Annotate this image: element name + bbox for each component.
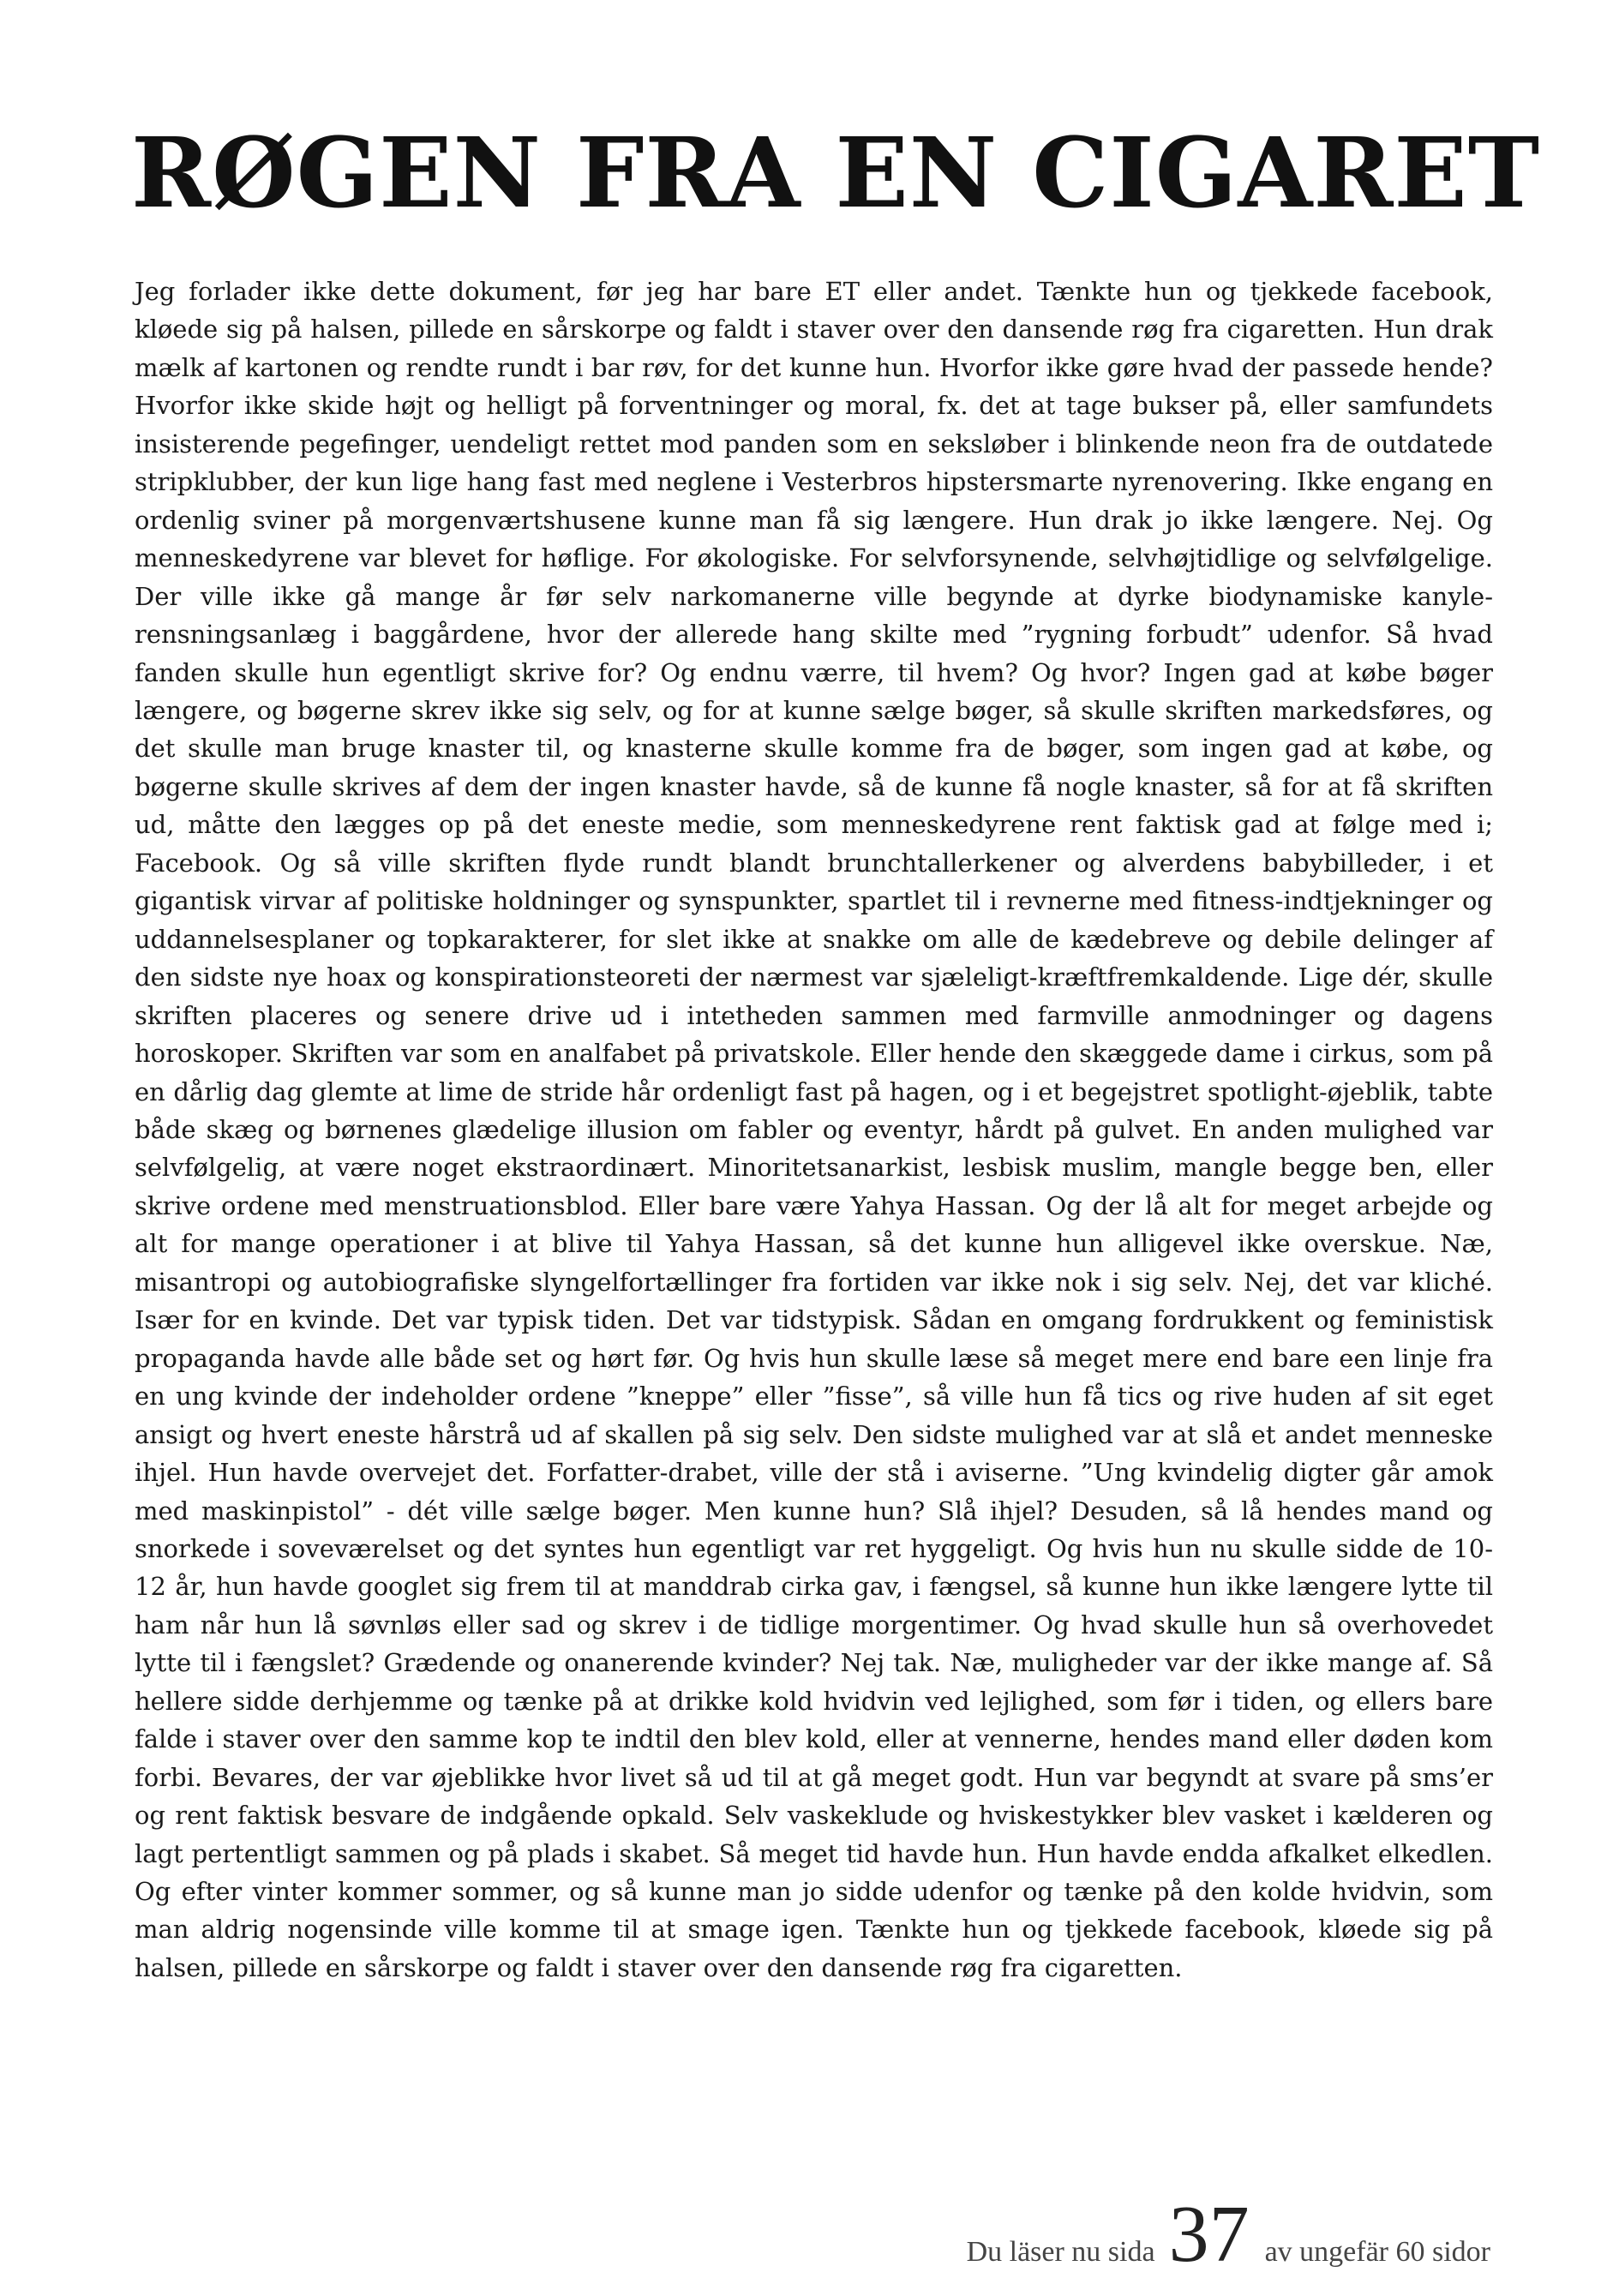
page-indicator-suffix: av ungefär 60 sidor — [1264, 2236, 1490, 2268]
page-number: 37 — [1168, 2190, 1250, 2279]
page-indicator-prefix: Du läser nu sida — [966, 2236, 1155, 2268]
page-indicator — [966, 2190, 1490, 2288]
body-text: Jeg forlader ikke dette dokument, før jeg har bare ET eller andet. Tænkte hun og tjekkede facebook, kløede sig på halsen, pillede en sårskorpe og faldt i staver over den dansende røg fra cigaretten. Hun drak mælk af kartonen og rendte rundt i bar røv, for det kunne hun. Hvorfor ikke gøre hvad der passede hende? Hvorfor ikke skide højt og helligt på forventninger og moral, fx. det at tage bukser på, eller samfundets insisterende pegefinger, uendeligt rettet mod panden som en seksløber i blinkende neon fra de outdatede stripklubber, der kun lige hang fast med neglene i Vesterbros hipstersmarte nyrenovering. Ikke engang en ordenlig sviner på morgenværtshusene kunne man få sig længere. Hun drak jo ikke længere. Nej. Og menneskedyrene var blevet for høflige. For økologiske. For selvforsynende, selvhøjtidlige og selvfølgelige. Der ville ikke gå mange år før selv narkomanerne ville begynde at dyrke biodynamiske kanylerensningsanlæg i baggårdene, hvor der allerede hang skilte med ”rygning forbudt” udenfor. Så hvad fanden skulle hun egentligt skrive for? Og endnu værre, til hvem? Og hvor? Ingen gad at købe bøger længere, og bøgerne skrev ikke sig selv, og for at kunne sælge bøger, så skulle skriften markedsføres, og det skulle man bruge knaster til, og knasterne skulle komme fra de bøger, som ingen gad at købe, og bøgerne skulle skrives af dem der ingen knaster havde, så de kunne få nogle knaster, så for at få skriften ud, måtte den lægges op på det eneste medie, som menneskedyrene rent faktisk gad at følge med i; Facebook. Og så ville skriften flyde rundt blandt brunchtallerkener og alverdens babybilleder, i et gigantisk virvar af politiske holdninger og synspunkter, spartlet til i revnerne med fitness-indtjekninger og uddannelsesplaner og topkarakterer, for slet ikke at snakke om alle de kædebreve og debile delinger af den sidste nye hoax og konspirationsteoreti der nærmest var sjæleligt-kræftfremkaldende. Lige dér, skulle skriften placeres og senere drive ud i intetheden sammen med farmville anmodninger og dagens horoskoper. Skriften var som en analfabet på privatskole. Eller hende den skæggede dame i cirkus, som på en dårlig dag glemte at lime de stride hår ordenligt fast på hagen, og i et begejstret spotlight-øjeblik, tabte både skæg og børnenes glædelige illusion om fabler og eventyr, hårdt på gulvet. En anden mulighed var selvfølgelig, at være noget ekstraordinært. Minoritetsanarkist, lesbisk muslim, mangle begge ben, eller skrive ordene med menstruationsblod. Eller bare være Yahya Hassan. Og der lå alt for meget arbejde og alt for mange operationer i at blive til Yahya Hassan, så det kunne hun alligevel ikke overskue. Næ, misantropi og autobiografiske slyngelfortællinger fra fortiden var ikke nok i sig selv. Nej, det var kliché. Især for en kvinde. Det var typisk tiden. Det var tidstypisk. Sådan en omgang fordrukkent og feministisk propaganda havde alle både set og hørt før. Og hvis hun skulle læse så meget mere end bare een linje fra en ung kvinde der indeholder ordene ”kneppe” eller ”fisse”, så ville hun få tics og rive huden af sit eget ansigt og hvert eneste hårstrå ud af skallen på sig selv. Den sidste mulighed var at slå et andet menneske ihjel. Hun havde overvejet det. Forfatter-drabet, ville der stå i aviserne. ”Ung kvindelig digter går amok med maskinpistol” - dét ville sælge bøger. Men kunne hun? Slå ihjel? Desuden, så lå hendes mand og snorkede i soveværelset og det syntes hun egentligt var ret hyggeligt. Og hvis hun nu skulle sidde de 10-12 år, hun havde googlet sig frem til at manddrab cirka gav, i fængsel, så kunne hun ikke længere lytte til ham når hun lå søvnløs eller sad og skrev i de tidlige morgentimer. Og hvad skulle hun så overhovedet lytte til i fængslet? Grædende og onanerende kvinder? Nej tak. Næ, muligheder var der ikke mange af. Så hellere sidde derhjemme og tænke på at drikke kold hvidvin ved lejlighed, som før i tiden, og ellers bare falde i staver over den samme kop te indtil den blev kold, eller at vennerne, hendes mand eller døden kom forbi. Bevares, der var øjeblikke hvor livet så ud til at gå meget godt. Hun var begyndt at svare på sms’er og rent faktisk besvare de indgående opkald. Selv vaskeklude og hviskestykker blev vasket i kælderen og lagt pertentligt sammen og på plads i skabet. Så meget tid havde hun. Hun havde endda afkalket elkedlen. Og efter vinter kommer sommer, og så kunne man jo sidde udenfor og tænke på den kolde hvidvin, som man aldrig nogensinde ville komme til at smage igen. Tænkte hun og tjekkede facebook, kløede sig på halsen, pillede en sårskorpe og faldt i staver over den dansende røg fra cigaretten. — [135, 277, 1493, 1982]
page-title: RØGEN FRA EN CIGARET — [131, 117, 1541, 230]
